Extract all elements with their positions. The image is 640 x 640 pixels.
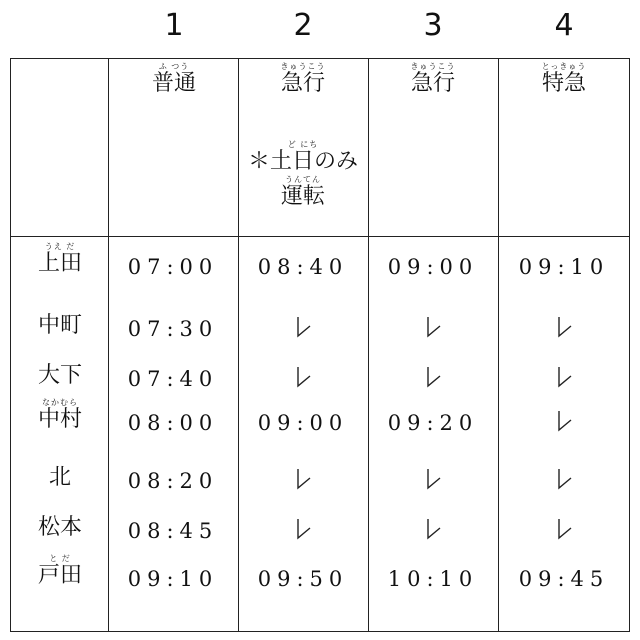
ruby-text: ど にち xyxy=(287,140,319,149)
station-name: 北 xyxy=(48,465,71,490)
ruby-text xyxy=(14,354,106,363)
train-type-header-1 xyxy=(110,62,238,97)
ruby-text: きゅうこう xyxy=(280,62,326,71)
pass-through-mark-icon xyxy=(295,468,311,490)
station-name: 中町 xyxy=(37,313,82,338)
note-line: ＊土日のみ xyxy=(247,149,358,174)
column-divider xyxy=(108,58,109,632)
ruby-text: ふ つう xyxy=(158,62,190,71)
ruby-text: うえ だ xyxy=(44,242,76,251)
pass-through-mark-icon xyxy=(425,518,441,540)
column-number-1: 1 xyxy=(164,8,184,43)
pass-through-mark-icon xyxy=(425,316,441,338)
pass-through-mark-icon xyxy=(295,316,311,338)
train-type-header-4 xyxy=(498,62,630,97)
departure-time: 09:00 xyxy=(257,411,349,435)
departure-time: 09:45 xyxy=(518,567,610,591)
departure-time: 09:10 xyxy=(127,567,219,591)
ruby-text: うんてん xyxy=(285,175,321,184)
departure-time: 07:30 xyxy=(127,317,219,341)
station-name-cell xyxy=(14,304,106,339)
train-type: 急行 xyxy=(280,71,325,96)
ruby-text: なかむら xyxy=(42,398,78,407)
station-name-cell xyxy=(14,354,106,389)
ruby-text xyxy=(14,304,106,313)
column-divider xyxy=(368,58,369,632)
ruby-text xyxy=(14,506,106,515)
pass-through-mark-icon xyxy=(556,468,572,490)
departure-time: 07:40 xyxy=(127,367,219,391)
train-type: 特急 xyxy=(541,71,586,96)
station-name-cell xyxy=(14,398,106,433)
pass-through-mark-icon xyxy=(556,316,572,338)
station-name-cell xyxy=(14,554,106,589)
departure-time: 10:10 xyxy=(387,567,479,591)
departure-time: 09:50 xyxy=(257,567,349,591)
station-name: 上田 xyxy=(37,251,82,276)
departure-time: 09:20 xyxy=(387,411,479,435)
ruby-text: きゅうこう xyxy=(410,62,456,71)
departure-time: 07:00 xyxy=(127,255,219,279)
weekend-only-note xyxy=(238,140,368,210)
station-name: 大下 xyxy=(37,363,82,388)
pass-through-mark-icon xyxy=(556,410,572,432)
column-divider xyxy=(498,58,499,632)
column-number-2: 2 xyxy=(293,8,313,43)
note-line: 運転 xyxy=(280,184,325,209)
train-type: 普通 xyxy=(151,71,196,96)
pass-through-mark-icon xyxy=(425,366,441,388)
station-name-cell xyxy=(14,506,106,541)
column-number-3: 3 xyxy=(423,8,443,43)
ruby-text: とっきゅう xyxy=(541,62,587,71)
station-name-cell xyxy=(14,456,106,491)
ruby-text xyxy=(14,456,106,465)
pass-through-mark-icon xyxy=(295,366,311,388)
header-divider xyxy=(10,236,630,237)
train-type-header-2 xyxy=(238,62,368,97)
pass-through-mark-icon xyxy=(556,518,572,540)
pass-through-mark-icon xyxy=(556,366,572,388)
ruby-text: と だ xyxy=(49,554,71,563)
train-type: 急行 xyxy=(410,71,455,96)
station-name: 戸田 xyxy=(37,563,82,588)
departure-time: 08:40 xyxy=(257,255,349,279)
pass-through-mark-icon xyxy=(425,468,441,490)
pass-through-mark-icon xyxy=(295,518,311,540)
column-number-4: 4 xyxy=(554,8,574,43)
departure-time: 09:10 xyxy=(518,255,610,279)
station-name: 中村 xyxy=(37,407,82,432)
station-name: 松本 xyxy=(37,515,82,540)
departure-time: 09:00 xyxy=(387,255,479,279)
departure-time: 08:00 xyxy=(127,411,219,435)
departure-time: 08:20 xyxy=(127,469,219,493)
train-type-header-3 xyxy=(368,62,498,97)
station-name-cell xyxy=(14,242,106,277)
departure-time: 08:45 xyxy=(127,519,219,543)
